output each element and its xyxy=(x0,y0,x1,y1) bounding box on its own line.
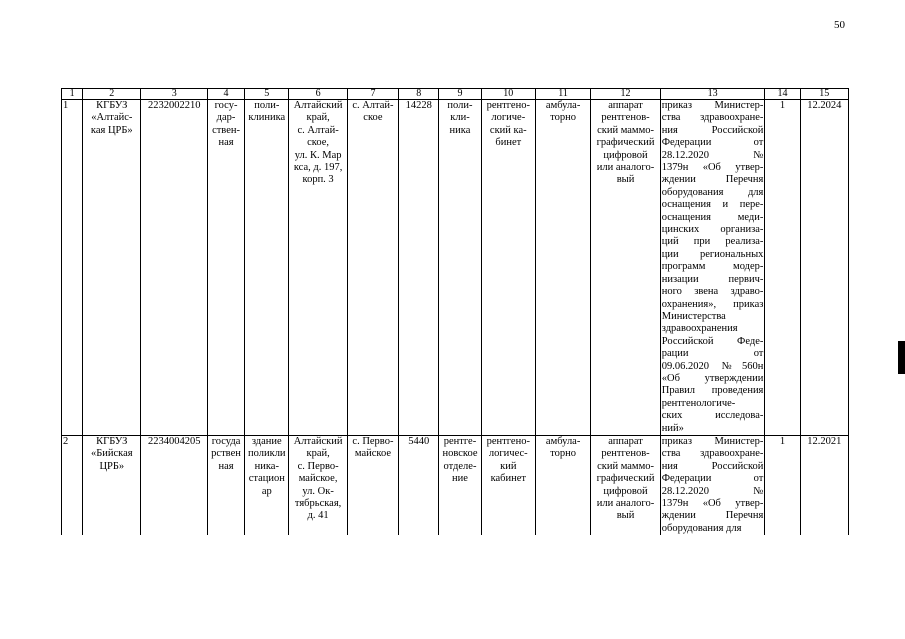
regulation-line: ния Российской xyxy=(661,124,764,136)
regulation-line: Федерации от xyxy=(661,473,764,485)
row-number: 2 xyxy=(62,435,83,535)
regulation-line: Правил проведения xyxy=(661,385,764,397)
date-cell: 12.2024 xyxy=(800,100,848,436)
regulation-line: рентгенологиче- xyxy=(661,397,736,409)
regulation-line: «Об утверждении xyxy=(661,372,764,384)
header-cell: 4 xyxy=(207,89,244,100)
organization-name: КГБУЗ «Алтайс- кая ЦРБ» xyxy=(83,100,141,436)
regulation-line: оснащения меди- xyxy=(661,211,764,223)
regulation-line: оборудования для xyxy=(661,186,764,198)
regulation-line: Российской Феде- xyxy=(661,335,764,347)
equipment-table xyxy=(61,88,849,535)
header-cell: 13 xyxy=(660,89,765,100)
regulation-line: цинских организа- xyxy=(661,224,764,236)
regulation-line: низации первич- xyxy=(661,273,764,285)
regulation-cell xyxy=(660,435,765,535)
regulation-line: оснащения и пере- xyxy=(661,199,764,211)
regulation-line: охранения», приказ xyxy=(661,298,764,310)
building-cell: поли- клиника xyxy=(245,100,289,436)
header-cell: 6 xyxy=(289,89,347,100)
header-row xyxy=(62,89,849,100)
regulation-line: Министерства xyxy=(661,310,726,322)
header-cell: 10 xyxy=(481,89,535,100)
inn-cell: 2234004205 xyxy=(141,435,207,535)
regulation-line: Федерации от xyxy=(661,137,764,149)
table-row xyxy=(62,100,849,436)
regulation-line: оборудования для xyxy=(661,522,742,534)
date-cell: 12.2021 xyxy=(800,435,848,535)
regulation-line: ного звена здраво- xyxy=(661,286,764,298)
header-cell: 1 xyxy=(62,89,83,100)
scan-edge-mark xyxy=(898,341,905,374)
cabinet-cell: рентгено- логичес- кий кабинет xyxy=(481,435,535,535)
regulation-line: ских исследова- xyxy=(661,410,764,422)
regulation-line: программ модер- xyxy=(661,261,764,273)
population-cell: 14228 xyxy=(399,100,439,436)
building-cell: здание поликли ника- стацион ар xyxy=(245,435,289,535)
settlement-cell: с. Алтай- ское xyxy=(347,100,398,436)
address-cell: Алтайский край, с. Алтай- ское, ул. К. Мар кса, д. 197, корп. 3 xyxy=(289,100,347,436)
regulation-line: 28.12.2020 № xyxy=(661,149,764,161)
inn-cell: 2232002210 xyxy=(141,100,207,436)
regulation-line: ния Российской xyxy=(661,460,764,472)
header-cell: 8 xyxy=(399,89,439,100)
header-cell: 2 xyxy=(83,89,141,100)
regulation-line: ства здравоохране- xyxy=(661,448,764,460)
population-cell: 5440 xyxy=(399,435,439,535)
regulation-line: ций при реализа- xyxy=(661,236,764,248)
table-row xyxy=(62,435,849,535)
row-number: 1 xyxy=(62,100,83,436)
ownership-cell: госуда рствен ная xyxy=(207,435,244,535)
regulation-line: ции региональных xyxy=(661,248,764,260)
header-cell: 7 xyxy=(347,89,398,100)
regulation-line: 1379н «Об утвер- xyxy=(661,162,764,174)
header-cell: 12 xyxy=(591,89,660,100)
regulation-line: 09.06.2020 №560н xyxy=(661,360,764,372)
header-cell: 14 xyxy=(765,89,800,100)
cabinet-cell: рентгено- логиче- ский ка- бинет xyxy=(481,100,535,436)
header-cell: 9 xyxy=(439,89,481,100)
quantity-cell: 1 xyxy=(765,100,800,436)
equipment-cell: аппарат рентгенов- ский маммо- графический цифровой или аналого- вый xyxy=(591,100,660,436)
care-type-cell: амбула- торно xyxy=(535,435,590,535)
regulation-line: приказ Министер- xyxy=(661,100,764,111)
regulation-line: рации от xyxy=(661,348,764,360)
regulation-line: ства здравоохране- xyxy=(661,112,764,124)
header-cell: 5 xyxy=(245,89,289,100)
organization-name: КГБУЗ «Бийская ЦРБ» xyxy=(83,435,141,535)
header-cell: 3 xyxy=(141,89,207,100)
page-number: 50 xyxy=(834,19,845,31)
care-type-cell: амбула- торно xyxy=(535,100,590,436)
department-cell: рентге- новское отделе- ние xyxy=(439,435,481,535)
regulation-line: 1379н «Об утвер- xyxy=(661,498,764,509)
department-cell: поли- кли- ника xyxy=(439,100,481,436)
regulation-line: 28.12.2020 № xyxy=(661,485,764,497)
regulation-cell xyxy=(660,100,765,436)
equipment-cell: аппарат рентгенов- ский маммо- графический цифровой или аналого- вый xyxy=(591,435,660,535)
header-cell: 15 xyxy=(800,89,848,100)
header-cell: 11 xyxy=(535,89,590,100)
regulation-line: ждении Перечня xyxy=(661,510,764,522)
ownership-cell: госу- дар- ствен- ная xyxy=(207,100,244,436)
regulation-line: ждении Перечня xyxy=(661,174,764,186)
regulation-line: здравоохранения xyxy=(661,323,738,335)
quantity-cell: 1 xyxy=(765,435,800,535)
regulation-line: ний» xyxy=(661,422,684,434)
address-cell: Алтайский край, с. Перво- майское, ул. Ок- тябрьская, д. 41 xyxy=(289,435,347,535)
settlement-cell: с. Перво- майское xyxy=(347,435,398,535)
regulation-line: приказ Министер- xyxy=(661,435,764,447)
